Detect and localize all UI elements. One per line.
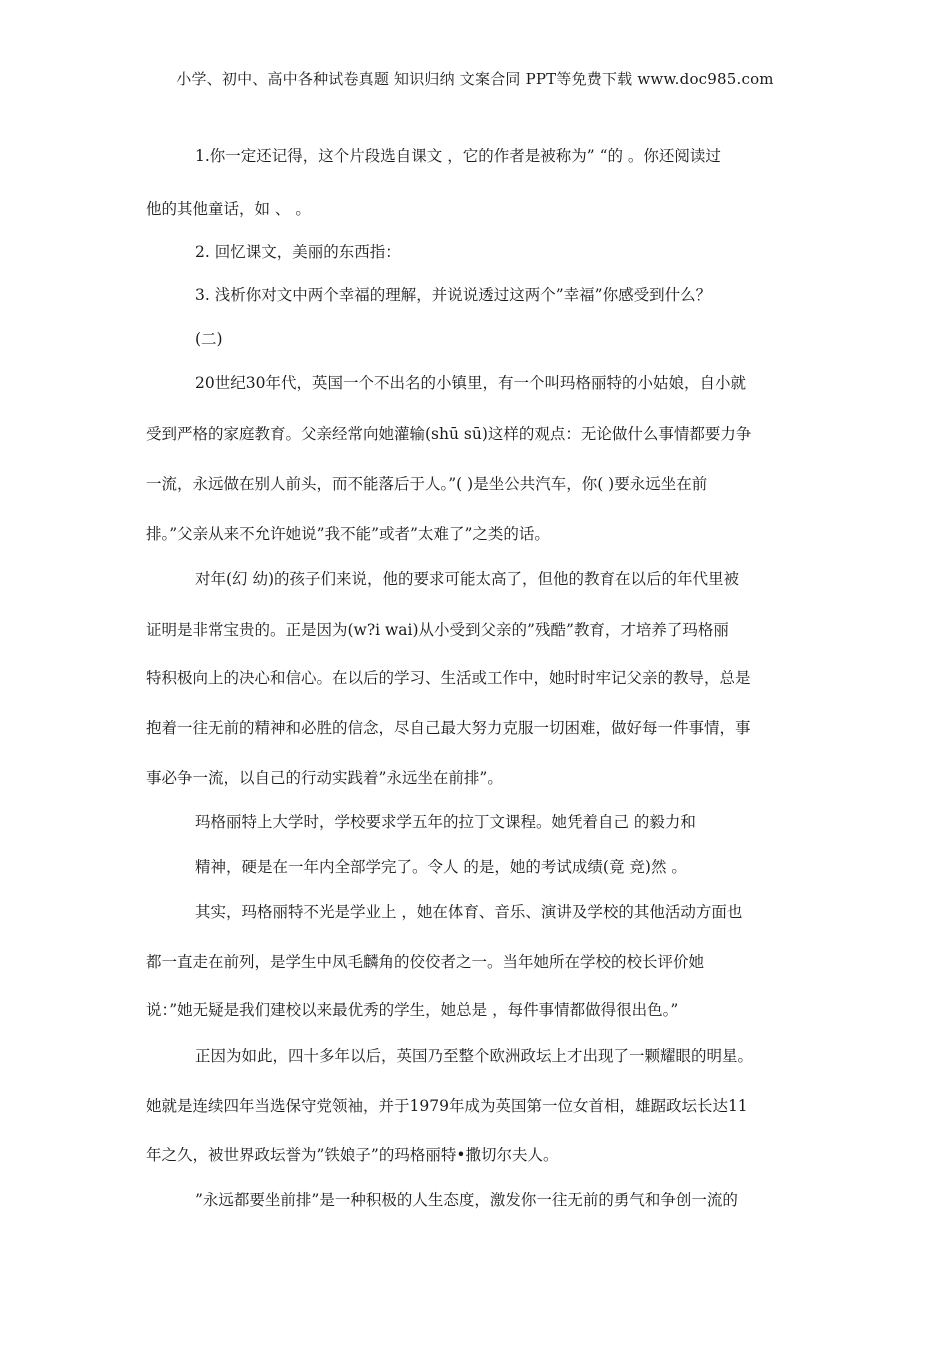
section-heading-2: (二) bbox=[195, 330, 223, 348]
question-3: 3. 浅析你对文中两个幸福的理解，并说说透过这两个”幸福”你感受到什么？ bbox=[195, 286, 712, 304]
paragraph-4-line-3: 说：”她无疑是我们建校以来最优秀的学生，她总是 ，每件事情都做得很出色。” bbox=[146, 1001, 679, 1019]
paragraph-2-line-1: 对年(幻 幼)的孩子们来说，他的要求可能太高了，但他的教育在以后的年代里被 bbox=[195, 570, 740, 588]
question-1-line-1: 1.你一定还记得，这个片段选自课文 ，它的作者是被称为” “的 。你还阅读过 bbox=[195, 147, 721, 165]
paragraph-5-line-1: 正因为如此，四十多年以后，英国乃至整个欧洲政坛上才出现了一颗耀眼的明星。 bbox=[195, 1047, 754, 1065]
paragraph-1-line-1: 20世纪30年代，英国一个不出名的小镇里，有一个叫玛格丽特的小姑娘，自小就 bbox=[195, 374, 746, 392]
paragraph-4-line-1: 其实，玛格丽特不光是学业上 ，她在体育、音乐、演讲及学校的其他活动方面也 bbox=[195, 903, 743, 921]
page-header: 小学、初中、高中各种试卷真题 知识归纳 文案合同 PPT等免费下载 www.doc985.com bbox=[176, 70, 774, 88]
paragraph-5-line-3: 年之久，被世界政坛誉为”铁娘子”的玛格丽特•撒切尔夫人。 bbox=[146, 1146, 559, 1164]
paragraph-3-line-1: 玛格丽特上大学时，学校要求学五年的拉丁文课程。她凭着自己 的毅力和 bbox=[195, 813, 696, 831]
paragraph-2-line-2: 证明是非常宝贵的。正是因为(w?i wai)从小受到父亲的”残酷”教育，才培养了玛格丽 bbox=[146, 621, 729, 639]
paragraph-1-line-4: 排。”父亲从来不允许她说”我不能”或者”太难了”之类的话。 bbox=[146, 525, 550, 543]
question-1-line-2: 他的其他童话，如 、 。 bbox=[146, 200, 311, 218]
paragraph-4-line-2: 都一直走在前列，是学生中凤毛麟角的佼佼者之一。当年她所在学校的校长评价她 bbox=[146, 953, 705, 971]
paragraph-5-line-2: 她就是连续四年当选保守党领袖，并于1979年成为英国第一位女首相，雄踞政坛长达11 bbox=[146, 1097, 748, 1115]
paragraph-6-line-1: ”永远都要坐前排”是一种积极的人生态度，激发你一往无前的勇气和争创一流的 bbox=[195, 1191, 738, 1209]
paragraph-3-line-2: 精神，硬是在一年内全部学完了。令人 的是，她的考试成绩(竟 竞)然 。 bbox=[195, 858, 687, 876]
paragraph-1-line-2: 受到严格的家庭教育。父亲经常向她灌输(shū sū)这样的观点：无论做什么事情都要力争 bbox=[146, 425, 752, 443]
paragraph-2-line-4: 抱着一往无前的精神和必胜的信念，尽自己最大努力克服一切困难，做好每一件事情，事 bbox=[146, 719, 751, 737]
paragraph-2-line-3: 特积极向上的决心和信心。在以后的学习、生活或工作中，她时时牢记父亲的教导，总是 bbox=[146, 669, 751, 687]
question-2: 2. 回忆课文，美丽的东西指： bbox=[195, 243, 401, 261]
paragraph-2-line-5: 事必争一流，以自己的行动实践着”永远坐在前排”。 bbox=[146, 769, 503, 787]
paragraph-1-line-3: 一流，永远做在别人前头，而不能落后于人。”( )是坐公共汽车，你( )要永远坐在前 bbox=[146, 475, 708, 493]
